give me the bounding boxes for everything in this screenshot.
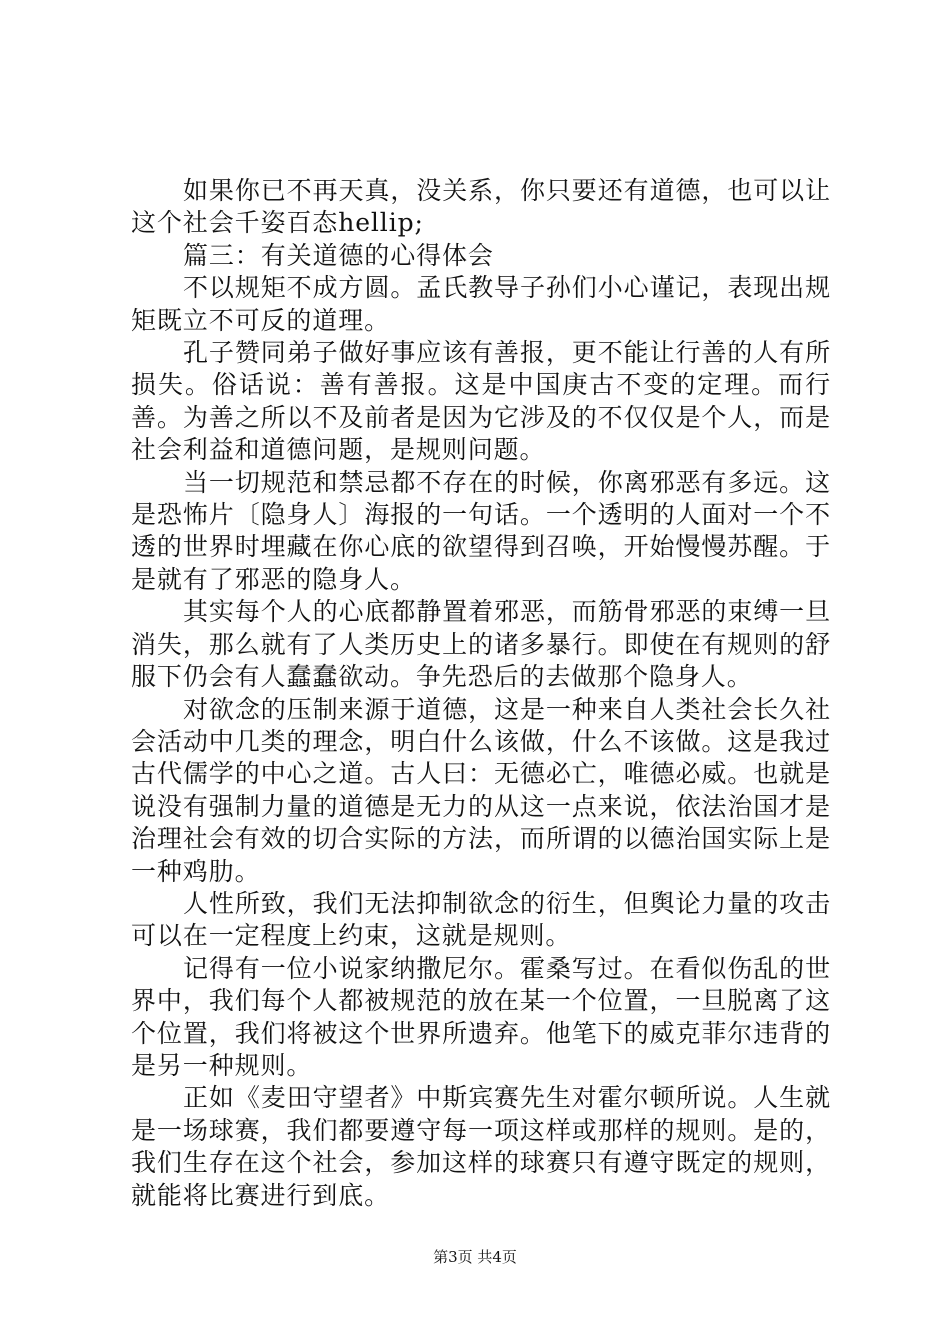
paragraph: 人性所致，我们无法抑制欲念的衍生，但舆论力量的攻击可以在一定程度上约束，这就是规则。 (131, 888, 831, 951)
paragraph: 不以规矩不成方圆。孟氏教导子孙们小心谨记，表现出规矩既立不可反的道理。 (131, 273, 831, 335)
page-number-footer: 第3页 共4页 (433, 1248, 517, 1266)
paragraph: 孔子赞同弟子做好事应该有善报，更不能让行善的人有所损失。俗话说：善有善报。这是中国庚古不变的定理。而行善。为善之所以不及前者是因为它涉及的不仅仅是个人，而是社会利益和道德问题，是规则问题。 (131, 338, 831, 465)
section-heading: 篇三：有关道德的心得体会 (183, 240, 494, 270)
paragraph: 当一切规范和禁忌都不存在的时候，你离邪恶有多远。这是恐怖片〔隐身人〕海报的一句话。一个透明的人面对一个不透的世界时埋藏在你心底的欲望得到召唤，开始慢慢苏醒。于是就有了邪恶的隐身人。 (131, 467, 831, 594)
paragraph: 如果你已不再天真，没关系，你只要还有道德，也可以让这个社会千姿百态hellip; (131, 176, 831, 238)
paragraph: 记得有一位小说家纳撒尼尔。霍桑写过。在看似伤乱的世界中，我们每个人都被规范的放在某一个位置，一旦脱离了这个位置，我们将被这个世界所遗弃。他笔下的威克菲尔违背的是另一种规则。 (131, 953, 831, 1080)
paragraph: 其实每个人的心底都静置着邪恶，而筋骨邪恶的束缚一旦消失，那么就有了人类历史上的诸多暴行。即使在有规则的舒服下仍会有人蠢蠢欲动。争先恐后的去做那个隐身人。 (131, 597, 831, 692)
document-body (131, 175, 831, 1212)
paragraph: 对欲念的压制来源于道德，这是一种来自人类社会长久社会活动中几类的理念，明白什么该做，什么不该做。这是我过古代儒学的中心之道。古人曰：无德必亡，唯德必威。也就是说没有强制力量的道德是无力的从这一点来说，依法治国才是治理社会有效的切合实际的方法，而所谓的以德治国实际上是一种鸡肋。 (131, 694, 831, 886)
paragraph: 正如《麦田守望者》中斯宾赛先生对霍尔顿所说。人生就是一场球赛，我们都要遵守每一项这样或那样的规则。是的，我们生存在这个社会，参加这样的球赛只有遵守既定的规则，就能将比赛进行到底。 (131, 1083, 831, 1210)
